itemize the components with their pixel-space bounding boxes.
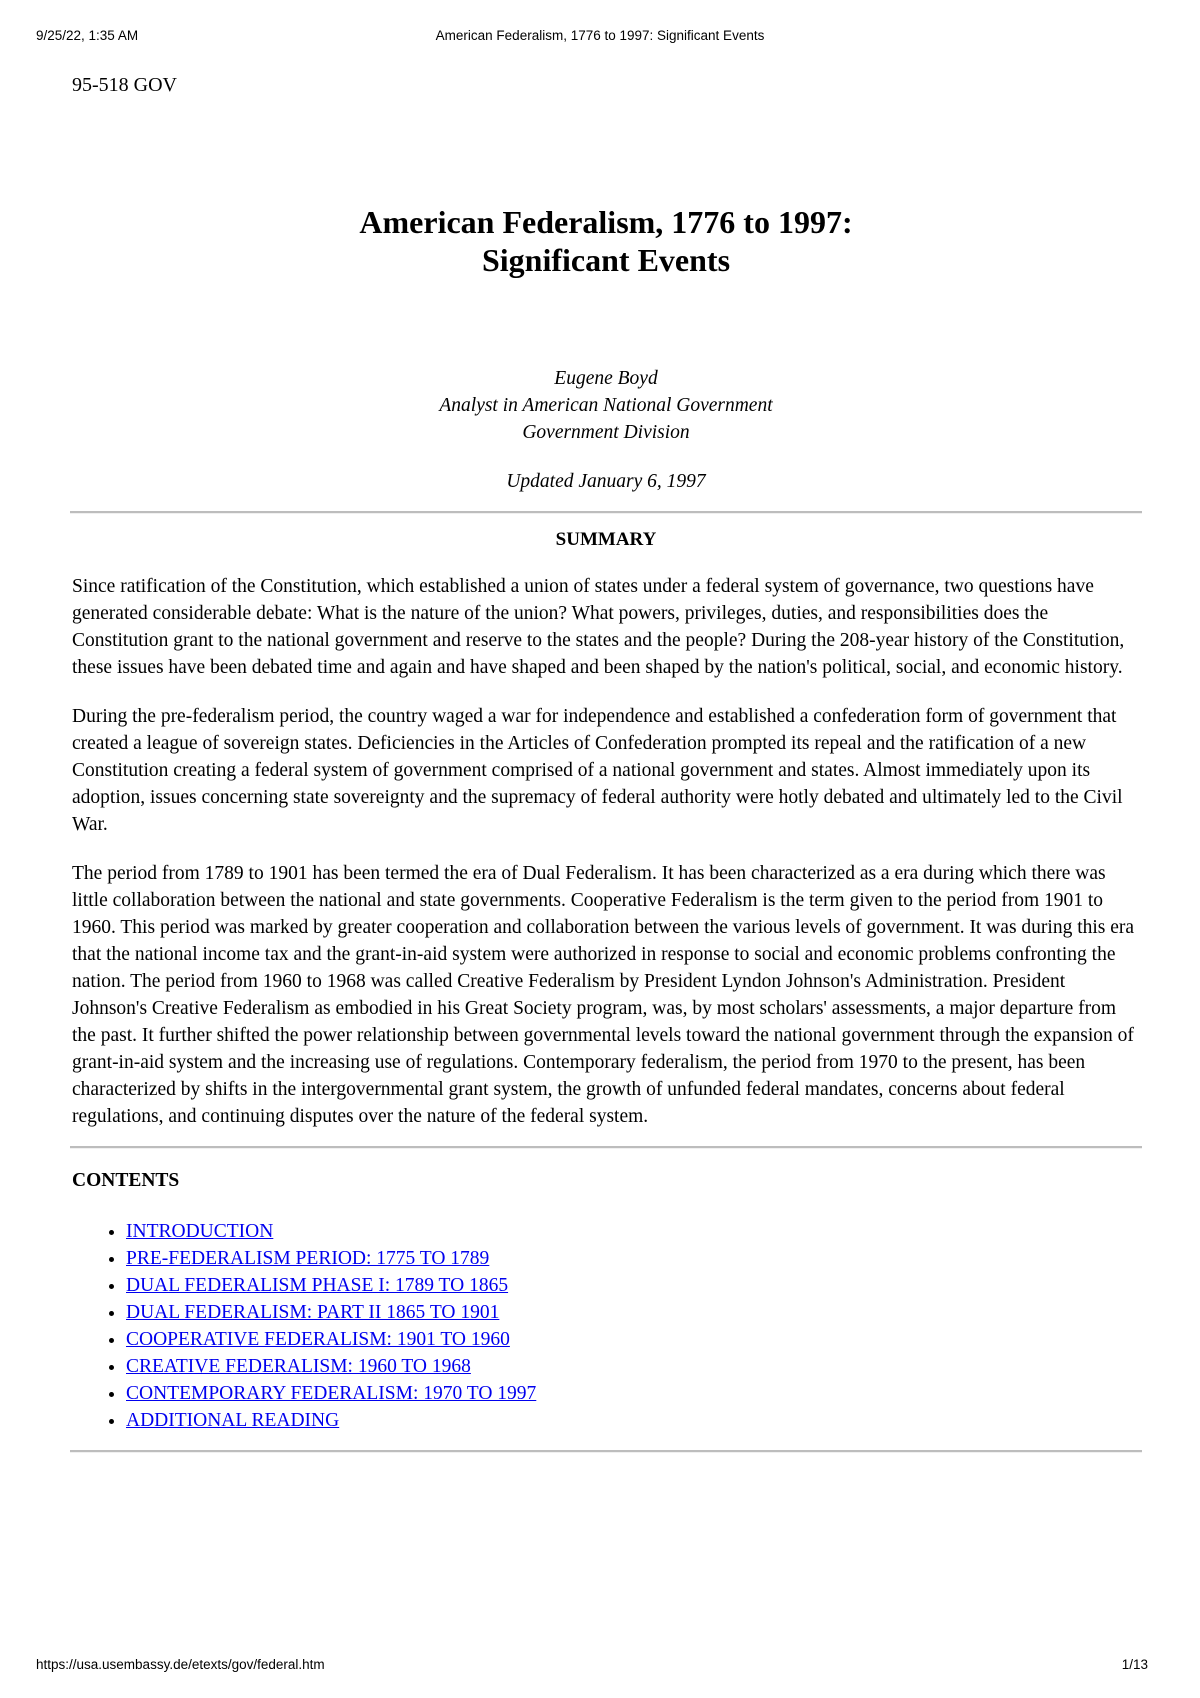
summary-paragraph-1: Since ratification of the Constitution, which established a union of states under a federal system of governance, two questions have generated considerable debate: What is the nature of the union? What powers, privileges, duties, and responsibilities does the Constitution grant to the national government and reserve to the states and the people? During the 208-year history of the Constitution, these issues have been debated time and again and have shaped and been shaped by the nation's political, social, and economic history.	[72, 576, 1125, 678]
toc-item	[126, 1218, 1140, 1245]
author-division: Government Division	[522, 422, 690, 443]
byline	[72, 365, 1140, 446]
document-body	[72, 72, 1140, 1453]
summary-paragraph-3: The period from 1789 to 1901 has been termed the era of Dual Federalism. It has been characterized as a era during which there was little collaboration between the national and state governments. Cooperative Federalism is the term given to the period from 1901 to 1960. This period was marked by greater cooperation and collaboration between the various levels of government. It was during this era that the national income tax and the grant-in-aid system were authorized in response to social and economic problems confronting the nation. The period from 1960 to 1968 was called Creative Federalism by President Lyndon Johnson's Administration. President Johnson's Creative Federalism as embodied in his Great Society program, was, by most scholars' assessments, a major departure from the past. It further shifted the power relationship between governmental levels toward the national government through the expansion of grant-in-aid system and the increasing use of regulations. Contemporary federalism, the period from 1970 to the present, has been characterized by shifts in the intergovernmental grant system, the growth of unfunded federal mandates, concerns about federal regulations, and continuing disputes over the nature of the federal system.	[72, 863, 1135, 1127]
divider	[70, 1450, 1142, 1453]
toc-link-contemporary-federalism[interactable]: CONTEMPORARY FEDERALISM: 1970 TO 1997	[126, 1383, 537, 1404]
toc-item	[126, 1326, 1140, 1353]
toc-link-dual-federalism-part-2[interactable]: DUAL FEDERALISM: PART II 1865 TO 1901	[126, 1302, 500, 1323]
document-title	[72, 203, 1140, 279]
toc-item	[126, 1353, 1140, 1380]
summary-paragraph-2: During the pre-federalism period, the country waged a war for independence and established a confederation form of government that created a league of sovereign states. Deficiencies in the Articles of Confederation prompted its repeal and the ratification of a new Constitution creating a federal system of government comprised of a national government and states. Almost immediately upon its adoption, issues concerning state sovereignty and the supremacy of federal authority were hotly debated and ultimately led to the Civil War.	[72, 706, 1123, 835]
toc-link-additional-reading[interactable]: ADDITIONAL READING	[126, 1410, 340, 1431]
toc-link-creative-federalism[interactable]: CREATIVE FEDERALISM: 1960 TO 1968	[126, 1356, 471, 1377]
contents-list	[72, 1218, 1140, 1434]
print-date: 9/25/22, 1:35 AM	[36, 28, 139, 43]
toc-link-cooperative-federalism[interactable]: COOPERATIVE FEDERALISM: 1901 TO 1960	[126, 1329, 510, 1350]
author-position: Analyst in American National Government	[439, 395, 773, 416]
toc-item	[126, 1299, 1140, 1326]
toc-item	[126, 1380, 1140, 1407]
toc-link-pre-federalism[interactable]: PRE-FEDERALISM PERIOD: 1775 TO 1789	[126, 1248, 490, 1269]
summary-heading: SUMMARY	[555, 529, 657, 550]
title-line-2: Significant Events	[481, 242, 731, 278]
toc-link-dual-federalism-phase-1[interactable]: DUAL FEDERALISM PHASE I: 1789 TO 1865	[126, 1275, 509, 1296]
page-number: 1/13	[1121, 1657, 1148, 1672]
print-url: https://usa.usembassy.de/etexts/gov/federal.htm	[36, 1657, 325, 1672]
divider	[70, 511, 1142, 514]
toc-item	[126, 1407, 1140, 1434]
toc-item	[126, 1272, 1140, 1299]
author-name: Eugene Boyd	[554, 368, 658, 389]
divider	[70, 1146, 1142, 1149]
updated-date: Updated January 6, 1997	[506, 471, 706, 492]
toc-link-introduction[interactable]: INTRODUCTION	[126, 1221, 274, 1242]
print-page-title: American Federalism, 1776 to 1997: Significant Events	[435, 28, 765, 43]
document-code: 95-518 GOV	[72, 74, 177, 96]
toc-item	[126, 1245, 1140, 1272]
title-line-1: American Federalism, 1776 to 1997:	[359, 204, 853, 240]
contents-heading: CONTENTS	[72, 1170, 180, 1191]
